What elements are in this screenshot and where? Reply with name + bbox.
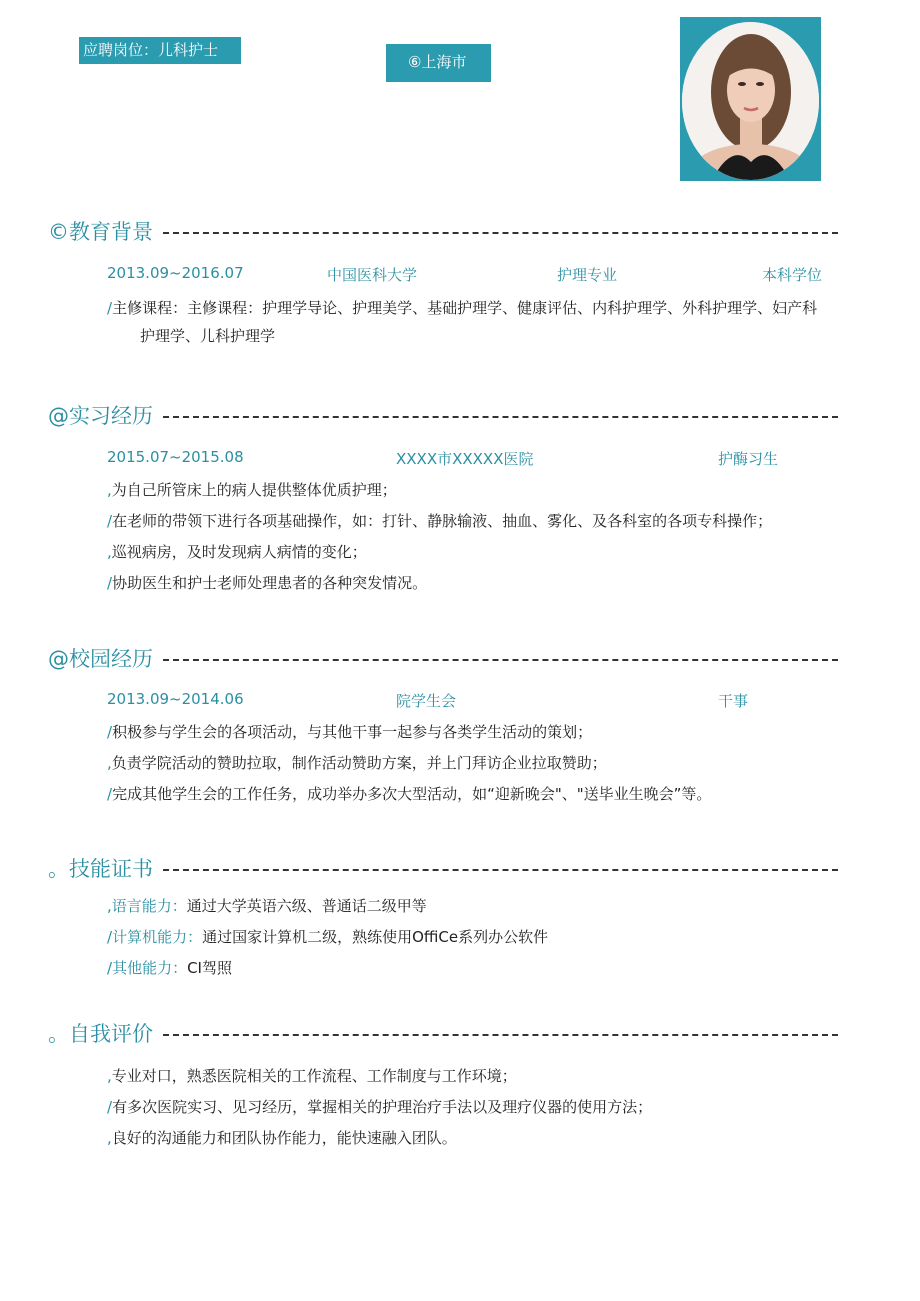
self-eval-section bbox=[48, 1018, 838, 1052]
bullet-mark: / bbox=[107, 723, 113, 741]
bullet-mark: , bbox=[107, 1067, 112, 1085]
internship-section bbox=[48, 400, 838, 434]
bullet-mark: / bbox=[107, 959, 113, 977]
bullet-mark: / bbox=[107, 299, 113, 317]
bullet-mark: , bbox=[107, 754, 112, 772]
list-item bbox=[107, 510, 772, 531]
skills-title: 。技能证书 bbox=[48, 857, 153, 881]
list-item bbox=[107, 1096, 652, 1117]
list-item-text: 有多次医院实习、见习经历，掌握相关的护理治疗手法以及理疗仪器的使用方法； bbox=[112, 1098, 653, 1116]
skill-label: 其他能力： bbox=[112, 959, 188, 977]
city-tag: ⑥上海市 bbox=[386, 44, 491, 82]
list-item bbox=[107, 752, 607, 773]
section-divider bbox=[163, 659, 838, 661]
education-title: ©教育背景 bbox=[48, 220, 153, 244]
list-item bbox=[107, 479, 397, 500]
internship-title: @实习经历 bbox=[48, 404, 153, 428]
portrait-image bbox=[682, 22, 819, 180]
campus-title: @校园经历 bbox=[48, 647, 153, 671]
list-item bbox=[107, 541, 367, 562]
list-item-text: 为自己所管床上的病人提供整体优质护理； bbox=[111, 481, 397, 499]
skill-label: 语言能力： bbox=[111, 897, 187, 915]
skill-label: 计算机能力： bbox=[112, 928, 203, 946]
job-position-tag: 应聘岗位：儿科护士 bbox=[79, 37, 241, 64]
bullet-mark: / bbox=[107, 512, 113, 530]
avatar bbox=[682, 22, 819, 180]
campus-role: 干事 bbox=[718, 692, 749, 710]
bullet-mark: / bbox=[107, 574, 113, 592]
bullet-mark: / bbox=[107, 785, 113, 803]
internship-period: 2015.07~2015.08 bbox=[107, 448, 244, 466]
internship-org: XXXX市XXXXX医院 bbox=[396, 450, 534, 468]
internship-role: 护酶习生 bbox=[718, 450, 779, 468]
education-major: 护理专业 bbox=[557, 266, 618, 284]
list-item bbox=[107, 1065, 517, 1086]
skills-section bbox=[48, 853, 838, 887]
section-divider bbox=[163, 869, 838, 871]
campus-org: 院学生会 bbox=[396, 692, 457, 710]
list-item-text: 在老师的带领下进行各项基础操作，如：打针、静脉输液、抽血、雾化、及各科室的各项专科操作； bbox=[112, 512, 773, 530]
education-section bbox=[48, 216, 838, 250]
education-courses bbox=[107, 297, 817, 318]
list-item-text: 协助医生和护士老师处理患者的各种突发情况。 bbox=[112, 574, 428, 592]
list-item-text: 积极参与学生会的各项活动，与其他干事一起参与各类学生活动的策划； bbox=[112, 723, 593, 741]
self-eval-title: 。自我评价 bbox=[48, 1022, 153, 1046]
skill-item bbox=[107, 926, 548, 947]
education-degree: 本科学位 bbox=[762, 266, 823, 284]
section-divider bbox=[163, 416, 838, 418]
courses-text-line1: 主修课程：主修课程：护理学导论、护理美学、基础护理学、健康评估、内科护理学、外科护理学、妇产科 bbox=[112, 299, 818, 317]
list-item bbox=[107, 572, 427, 593]
list-item bbox=[107, 721, 592, 742]
section-divider bbox=[163, 1034, 838, 1036]
skill-text: CI驾照 bbox=[187, 959, 232, 977]
section-divider bbox=[163, 232, 838, 234]
skill-item bbox=[107, 957, 232, 978]
campus-period: 2013.09~2014.06 bbox=[107, 690, 244, 708]
bullet-mark: , bbox=[107, 481, 112, 499]
skill-text: 通过大学英语六级、普通话二级甲等 bbox=[186, 897, 427, 915]
education-school: 中国医科大学 bbox=[327, 266, 418, 284]
list-item-text: 专业对口，熟悉医院相关的工作流程、工作制度与工作环境； bbox=[111, 1067, 517, 1085]
campus-section bbox=[48, 643, 838, 677]
education-period: 2013.09~2016.07 bbox=[107, 264, 244, 282]
list-item-text: 负责学院活动的赞助拉取，制作活动赞助方案，并上门拜访企业拉取赞助； bbox=[111, 754, 607, 772]
bullet-mark: , bbox=[107, 543, 112, 561]
bullet-mark: , bbox=[107, 897, 112, 915]
list-item-text: 完成其他学生会的工作任务，成功举办多次大型活动，如“迎新晚会"、"送毕业生晚会”等。 bbox=[112, 785, 712, 803]
bullet-mark: / bbox=[107, 928, 113, 946]
skill-text: 通过国家计算机二级，熟练使用OffiCe系列办公软件 bbox=[202, 928, 549, 946]
skill-item bbox=[107, 895, 427, 916]
list-item-text: 良好的沟通能力和团队协作能力，能快速融入团队。 bbox=[111, 1129, 457, 1147]
list-item bbox=[107, 1127, 457, 1148]
list-item bbox=[107, 783, 711, 804]
bullet-mark: , bbox=[107, 1129, 112, 1147]
bullet-mark: / bbox=[107, 1098, 113, 1116]
list-item-text: 巡视病房，及时发现病人病情的变化； bbox=[111, 543, 367, 561]
courses-text-line2: 护理学、儿科护理学 bbox=[140, 327, 276, 345]
